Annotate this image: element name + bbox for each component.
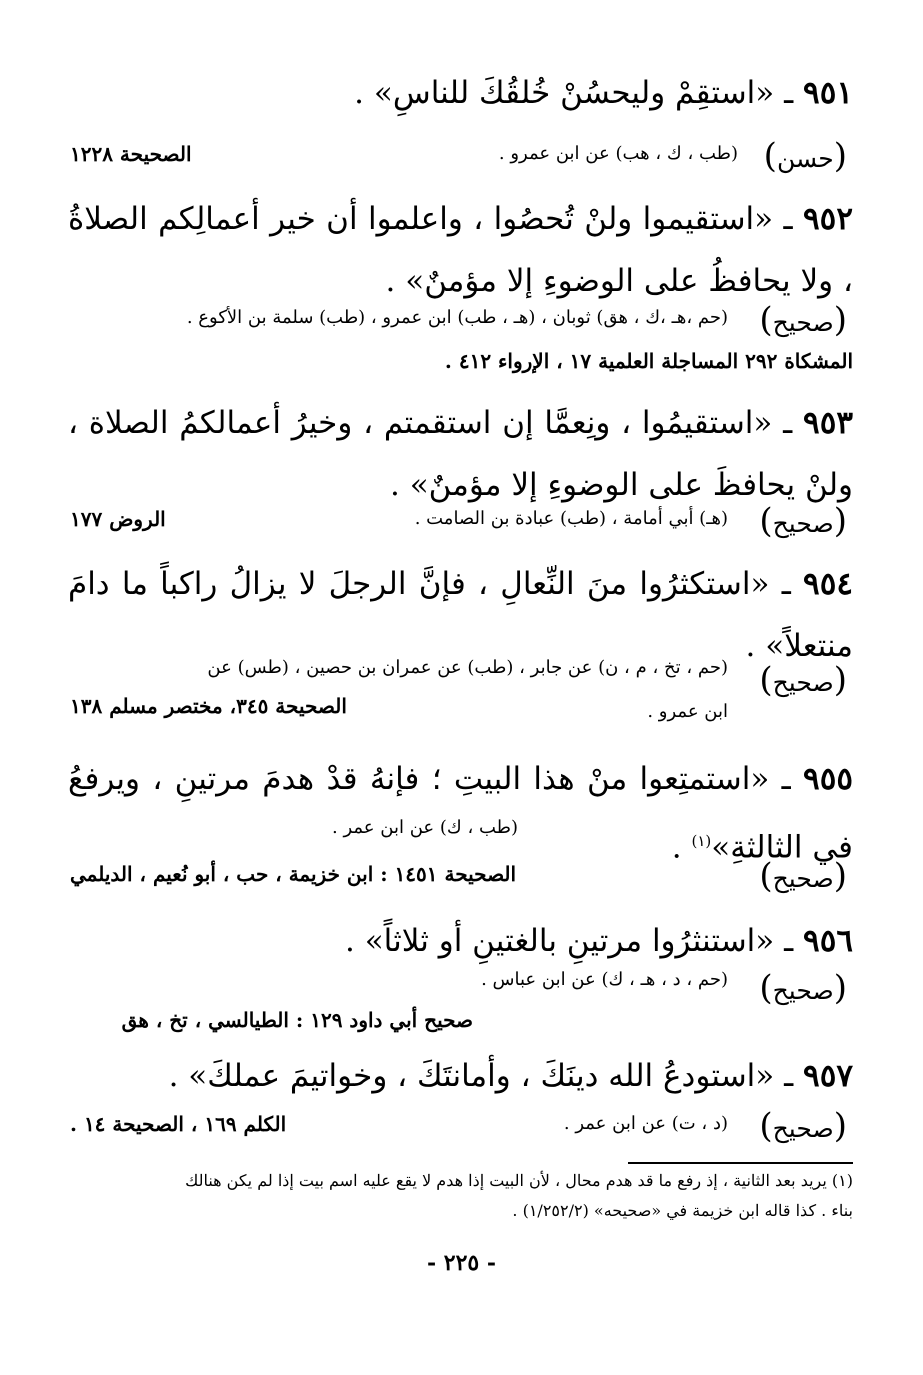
source-row-956 xyxy=(70,970,853,1040)
hadith-text: «استودعُ الله دينَكَ ، وأمانتَكَ ، وخواتيمَ عملكَ» . xyxy=(168,1058,775,1094)
reference: صحيح أبي داود ١٢٩ : الطيالسي ، تخ ، هق xyxy=(121,1008,473,1032)
footnote xyxy=(63,1166,853,1226)
page-number: - ٢٢٥ - xyxy=(426,1250,497,1276)
hadith-number: ٩٥٢ xyxy=(803,201,853,237)
sources: (هـ) أبي أمامة ، (طب) عبادة بن الصامت . xyxy=(414,508,728,529)
sources-line-1: (حم ، تخ ، م ، ن) عن جابر ، (طب) عن عمران بن حصين ، (طس) عن xyxy=(207,657,728,678)
grade-badge: (حسن) xyxy=(763,136,847,176)
hadith-954: ٩٥٤ ـ «استكثرُوا منَ النِّعالِ ، فإنَّ الرجلَ لا يزالُ راكباً ما دامَ منتعلاً» . xyxy=(68,566,853,664)
hadith-number: ٩٥٤ xyxy=(803,566,853,602)
hadith-952: ٩٥٢ ـ «استقيموا ولنْ تُحصُوا ، واعلموا أن خير أعمالِكم الصلاةُ ، ولا يحافظُ على الوضوءِ إلا مؤمنٌ» . xyxy=(68,201,853,299)
hadith-number: ٩٥٥ xyxy=(803,761,853,797)
footnote-mark: (١) xyxy=(691,832,712,850)
grade-badge: (صحيح) xyxy=(759,300,847,340)
source-row-955 xyxy=(70,858,853,898)
hadith-951: ٩٥١ ـ «استقِمْ وليحسُنْ خُلقُكَ للناسِ» . xyxy=(354,75,853,111)
grade-badge: (صحيح) xyxy=(759,968,847,1008)
footnote-rule xyxy=(628,1162,853,1164)
hadith-number: ٩٥٦ xyxy=(803,923,853,959)
sources: (طب ، ك ، هب) عن ابن عمرو . xyxy=(498,143,738,164)
hadith-955: ٩٥٥ ـ «استمتِعوا منْ هذا البيتِ ؛ فإنهُ قدْ هدمَ مرتينِ ، ويرفعُ في الثالثةِ»$^{(١)}$ . xyxy=(68,761,853,866)
grade-badge: (صحيح) xyxy=(759,660,847,700)
reference: الروض ١٧٧ xyxy=(70,507,166,531)
sources: (حم ،هـ ،ك ، هق) ثوبان ، (هـ ، طب) ابن عمرو ، (طب) سلمة بن الأكوع . xyxy=(186,307,728,328)
source-row-951 xyxy=(70,138,853,178)
hadith-number: ٩٥٣ xyxy=(803,405,853,441)
footnote-line-2: بناء . كذا قاله ابن خزيمة في «صحيحه» (١/٢٥٢/٢) . xyxy=(512,1201,853,1220)
hadith-text: «استمتِعوا منْ هذا البيتِ ؛ فإنهُ قدْ هدمَ مرتينِ ، ويرفعُ في الثالثةِ» xyxy=(68,761,853,866)
hadith-text: «استقيموا ولنْ تُحصُوا ، واعلموا أن خير أعمالِكم الصلاةُ ، ولا يحافظُ على الوضوءِ إلا مؤمنٌ» . xyxy=(68,201,853,299)
sources: (د ، ت) عن ابن عمر . xyxy=(563,1113,728,1134)
grade-badge: (صحيح) xyxy=(759,501,847,541)
source-row-957 xyxy=(70,1108,853,1148)
hadith-text: «استنثرُوا مرتينِ بالغتينِ أو ثلاثاً» . xyxy=(345,923,775,959)
hadith-956: ٩٥٦ ـ «استنثرُوا مرتينِ بالغتينِ أو ثلاثاً» . xyxy=(345,923,853,959)
reference: الصحيحة ١٤٥١ : ابن خزيمة ، حب ، أبو نُعيم ، الديلمي xyxy=(70,862,517,886)
hadith-text: «استقيمُوا ، ونِعمَّا إن استقمتم ، وخيرُ أعمالكمُ الصلاة ، ولنْ يحافظَ على الوضوءِ إلا مؤمنٌ» . xyxy=(68,405,853,503)
hadith-953: ٩٥٣ ـ «استقيمُوا ، ونِعمَّا إن استقمتم ، وخيرُ أعمالكمُ الصلاة ، ولنْ يحافظَ على الوضوءِ إلا مؤمنٌ» . xyxy=(68,405,853,503)
sources-955: (طب ، ك) عن ابن عمر . xyxy=(332,817,518,838)
grade-badge: (صحيح) xyxy=(759,856,847,896)
reference-952: المشكاة ٢٩٢ المساجلة العلمية ١٧ ، الإرواء ٤١٢ . xyxy=(444,349,853,373)
reference: الصحيحة ١٢٢٨ xyxy=(70,142,192,166)
footnote-line-1: (١) يريد بعد الثانية ، إذ رفع ما قد هدم محال ، لأن البيت إذا هدم لا يقع عليه اسم بيت إذا لم يكن هنالك xyxy=(185,1171,853,1190)
sources: (حم ، د ، هـ ، ك) عن ابن عباس . xyxy=(481,969,728,990)
hadith-text: «استكثرُوا منَ النِّعالِ ، فإنَّ الرجلَ لا يزالُ راكباً ما دامَ منتعلاً» . xyxy=(68,566,853,664)
hadith-number: ٩٥١ xyxy=(803,75,853,111)
grade-badge: (صحيح) xyxy=(759,1106,847,1146)
sources-line-2: ابن عمرو . xyxy=(647,701,728,722)
hadith-number: ٩٥٧ xyxy=(803,1058,853,1094)
source-row-952 xyxy=(70,302,853,342)
source-row-954 xyxy=(70,657,853,740)
source-row-953 xyxy=(70,503,853,543)
reference: الكلم ١٦٩ ، الصحيحة ١٤ . xyxy=(70,1112,287,1136)
hadith-text: «استقِمْ وليحسُنْ خُلقُكَ للناسِ» . xyxy=(354,75,775,111)
reference: الصحيحة ٣٤٥، مختصر مسلم ١٣٨ xyxy=(70,694,347,718)
hadith-957: ٩٥٧ ـ «استودعُ الله دينَكَ ، وأمانتَكَ ، وخواتيمَ عملكَ» . xyxy=(168,1058,853,1094)
